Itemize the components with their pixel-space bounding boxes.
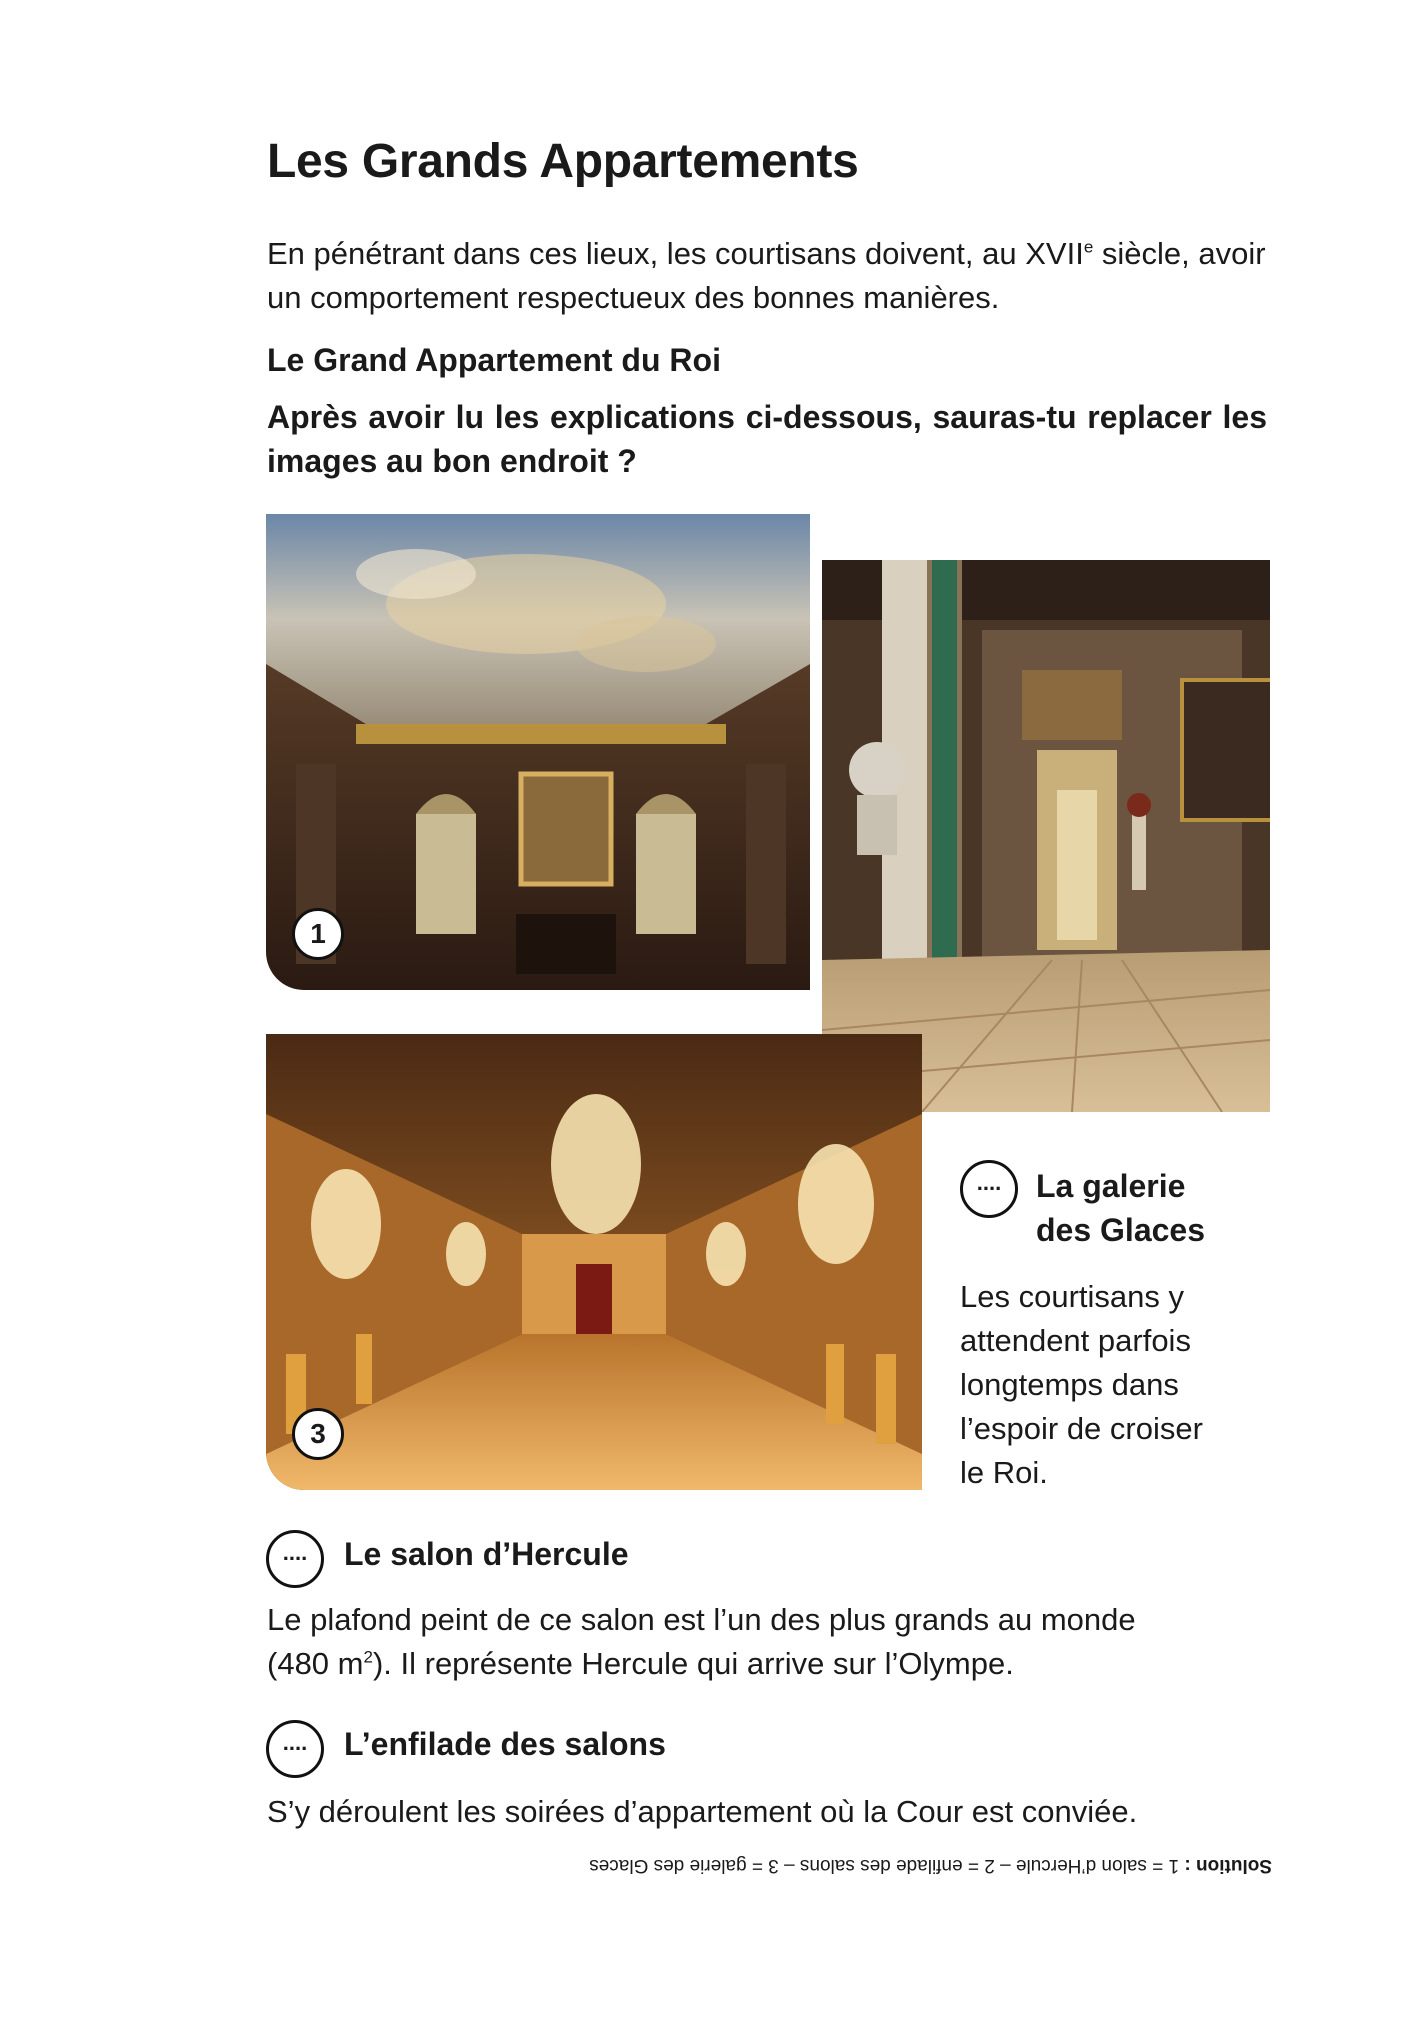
item-title-galerie bbox=[1036, 1164, 1205, 1252]
text-line-part: ). Il représente Hercule qui arrive sur l’Olympe. bbox=[372, 1646, 1014, 1681]
solution-label: Solution : bbox=[1184, 1855, 1272, 1876]
item-text-enfilade: S’y déroulent les soirées d’appartement où la Cour est conviée. bbox=[267, 1794, 1138, 1829]
text-line: Le plafond peint de ce salon est l’un des plus grands au monde bbox=[267, 1602, 1136, 1637]
page-title: Les Grands Appartements bbox=[267, 135, 859, 188]
text-line-part: (480 m bbox=[267, 1646, 364, 1681]
intro-superscript: e bbox=[1083, 237, 1094, 257]
item-title-enfilade: L’enfilade des salons bbox=[344, 1726, 666, 1762]
intro-paragraph bbox=[267, 232, 1267, 320]
item-title-hercule: Le salon d’Hercule bbox=[344, 1536, 629, 1572]
item-title-galerie-line1: La galerie bbox=[1036, 1168, 1186, 1204]
photo-number-3: 3 bbox=[292, 1408, 344, 1460]
solution-text bbox=[360, 1846, 1272, 1876]
intro-text-end: siècle, avoir un comportement respectueux des bonnes manières. bbox=[267, 236, 1266, 315]
photo-salon-hercule bbox=[266, 514, 810, 990]
photo-enfilade-salons bbox=[822, 560, 1270, 1112]
question-text: Après avoir lu les explications ci-dessous, sauras-tu replacer les images au bon endroit ? bbox=[267, 399, 1267, 479]
answer-circle-galerie[interactable]: .... bbox=[960, 1160, 1018, 1218]
photo-galerie-glaces bbox=[266, 1034, 922, 1490]
answer-circle-hercule[interactable]: .... bbox=[266, 1530, 324, 1588]
text-line: le Roi. bbox=[960, 1455, 1048, 1490]
section-subtitle: Le Grand Appartement du Roi bbox=[267, 342, 721, 378]
item-text-galerie bbox=[960, 1275, 1203, 1495]
text-superscript: 2 bbox=[363, 1647, 373, 1667]
item-text-hercule bbox=[267, 1598, 1277, 1686]
answer-circle-enfilade[interactable]: .... bbox=[266, 1720, 324, 1778]
text-line: longtemps dans bbox=[960, 1367, 1179, 1402]
intro-text-start: En pénétrant dans ces lieux, les courtisans doivent, au XVII bbox=[267, 236, 1084, 271]
solution-answers: 1 = salon d’Hercule – 2 = enfilade des salons – 3 = galerie des Glaces bbox=[589, 1855, 1185, 1876]
text-line: attendent parfois bbox=[960, 1323, 1191, 1358]
text-line: Les courtisans y bbox=[960, 1279, 1184, 1314]
photo-number-1: 1 bbox=[292, 908, 344, 960]
item-title-galerie-line2: des Glaces bbox=[1036, 1212, 1205, 1248]
text-line: l’espoir de croiser bbox=[960, 1411, 1203, 1446]
text-line bbox=[267, 1642, 1277, 1686]
